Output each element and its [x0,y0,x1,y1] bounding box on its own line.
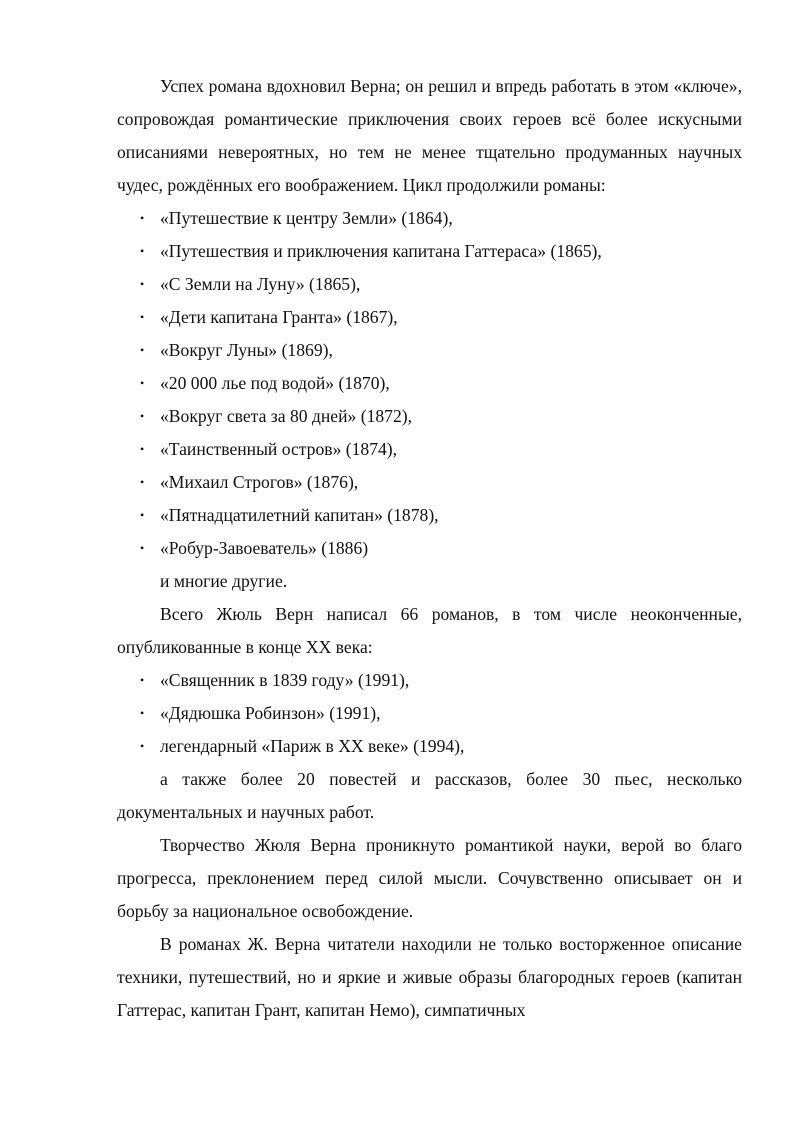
bullet-icon: • [140,673,145,687]
paragraph-success: Успех романа вдохновил Верна; он решил и впредь работать в этом «ключе», сопровождая романтические приключения своих героев всё более искусными описаниями невероятных, но тем не менее тщательно продуманных научных чудес, рождённых его воображением. Цикл продолжили романы: [117,76,742,195]
list-item-text: «Робур-Завоеватель» (1886) [160,538,369,558]
list-item-text: «Путешествие к центру Земли» (1864), [160,208,453,228]
list-item-text: «Михаил Строгов» (1876), [160,472,359,492]
bullet-icon: • [140,739,145,753]
list-item-text: «Таинственный остров» (1874), [160,439,398,459]
bullet-icon: • [140,310,145,324]
list-item-text: «С Земли на Луну» (1865), [160,274,361,294]
bullet-icon: • [140,706,145,720]
list-item [117,664,742,697]
list-item [117,400,742,433]
paragraph-readers: В романах Ж. Верна читатели находили не только восторженное описание техники, путешествий, но и яркие и живые образы благородных героев (капитан Гаттерас, капитан Грант, капитан Немо), симпатичных [117,934,742,1020]
list-item [117,334,742,367]
posthumous-list [117,664,742,763]
list-item-text: «Священник в 1839 году» (1991), [160,670,410,690]
list-item [117,466,742,499]
bullet-icon: • [140,277,145,291]
list-item-text: «Дети капитана Гранта» (1867), [160,307,398,327]
list-item [117,367,742,400]
bullet-icon: • [140,376,145,390]
bullet-icon: • [140,442,145,456]
list-item [117,301,742,334]
bullet-icon: • [140,211,145,225]
bullet-icon: • [140,244,145,258]
list-item [117,433,742,466]
paragraph-also-stories: а также более 20 повестей и рассказов, более 30 пьес, несколько документальных и научных работ. [117,769,742,822]
bullet-icon: • [140,409,145,423]
list-item-text: «Вокруг Луны» (1869), [160,340,333,360]
novels-list [117,202,742,565]
list-item [117,268,742,301]
document-page [117,70,742,1027]
list-item-text: легендарный «Париж в XX веке» (1994), [160,736,465,756]
list-item [117,235,742,268]
list-item [117,499,742,532]
bullet-icon: • [140,508,145,522]
list-item [117,730,742,763]
list-item-text: «Вокруг света за 80 дней» (1872), [160,406,413,426]
paragraph-total-novels: Всего Жюль Верн написал 66 романов, в том числе неоконченные, опубликованные в конце XX века: [117,604,742,657]
bullet-icon: • [140,541,145,555]
list-item [117,202,742,235]
paragraph-creativity: Творчество Жюля Верна проникнуто романтикой науки, верой во благо прогресса, преклонением перед силой мысли. Сочувственно описывает он и борьбу за национальное освобождение. [117,835,742,921]
bullet-icon: • [140,343,145,357]
bullet-icon: • [140,475,145,489]
list-item-text: «Путешествия и приключения капитана Гаттераса» (1865), [160,241,602,261]
list-item-text: «Дядюшка Робинзон» (1991), [160,703,381,723]
list-item-text: «Пятнадцатилетний капитан» (1878), [160,505,439,525]
list-item-text: «20 000 лье под водой» (1870), [160,373,390,393]
list-item [117,532,742,565]
list-item [117,697,742,730]
paragraph-and-others: и многие другие. [160,571,288,591]
